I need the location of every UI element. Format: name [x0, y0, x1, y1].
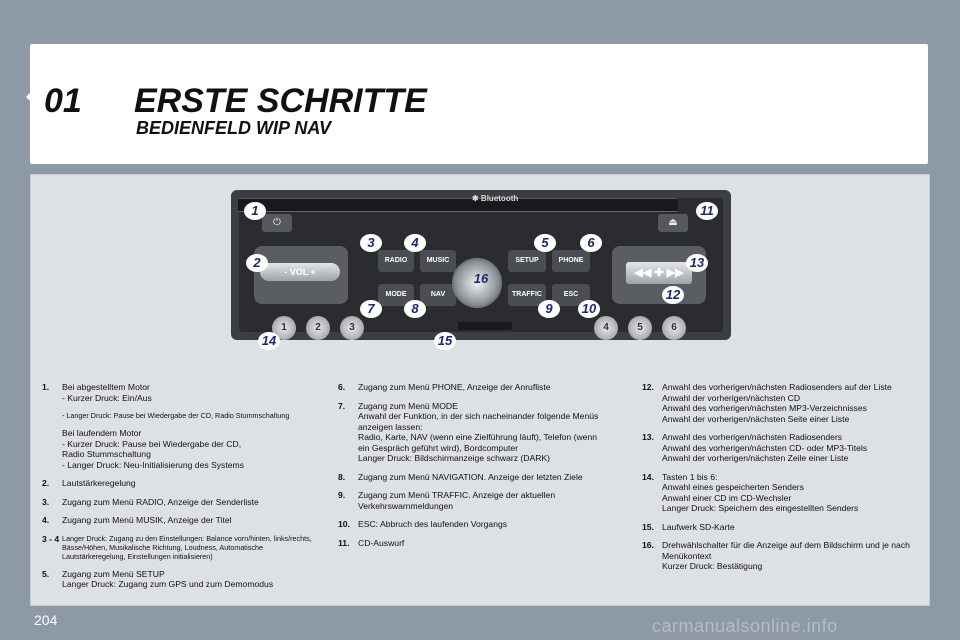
- legend-item: [642, 432, 922, 464]
- legend-item-number: 2.: [42, 478, 50, 488]
- legend-item-text: Zugang zum Menü MUSIK, Anzeige der Titel: [62, 515, 232, 525]
- legend-item-text: Drehwählschalter für die Anzeige auf dem Bildschirm und je nach Menükontext Kurzer Druck: Bestätigung: [662, 540, 910, 571]
- volume-control: - VOL +: [260, 263, 340, 281]
- callout-14: 14: [258, 332, 280, 350]
- callout-12: 12: [662, 286, 684, 304]
- legend-item-number: 9.: [338, 490, 346, 500]
- legend-item-number: 8.: [338, 471, 346, 482]
- power-button: ⏻: [262, 214, 292, 232]
- preset-button-6: 6: [662, 316, 686, 340]
- cd-slot: [238, 198, 678, 212]
- legend-item-number: 16.: [642, 540, 654, 550]
- watermark: carmanualsonline.info: [652, 616, 838, 636]
- legend-item-text: Langer Druck: Zugang zu den Einstellungen: Balance vorn/hinten, links/rechts, Bässe/Höhen, Musikalische Richtung, Loudness, Automatische Lautstärkeregelung, Einstellungen initialisieren): [62, 533, 312, 561]
- legend-item-text: Bei laufendem Motor - Kurzer Druck: Pause bei Wiedergabe der CD, Radio Stummschaltung - Langer Druck: Neu-Initialisierung des Systems: [62, 428, 244, 470]
- preset-button-4: 4: [594, 316, 618, 340]
- legend-item-text: Bei abgestelltem Motor - Kurzer Druck: Ein/Aus: [62, 382, 152, 403]
- legend-item: [42, 497, 324, 508]
- callout-2: 2: [246, 254, 268, 272]
- legend-item-number: 5.: [42, 568, 50, 579]
- legend-item: [338, 490, 610, 511]
- callout-1: 1: [244, 202, 266, 220]
- legend-column-3: [642, 382, 922, 580]
- legend-column-2: [338, 382, 610, 556]
- legend-item: [642, 522, 922, 533]
- music-button: MUSIC: [420, 250, 456, 272]
- callout-9: 9: [538, 300, 560, 318]
- legend-item-text: - Langer Druck: Pause bei Wiedergabe der CD, Radio Stummschaltung: [62, 411, 290, 420]
- radio-button: RADIO: [378, 250, 414, 272]
- legend-item-text: Anwahl des vorherigen/nächsten Radiosenders Anwahl des vorherigen/nächsten CD- oder MP3-Titels Anwahl der vorherigen/nächsten Zeile einer Liste: [662, 432, 868, 463]
- legend-item: [338, 472, 610, 483]
- legend-item-text: Zugang zum Menü MODE Anwahl der Funktion, in der sich nacheinander folgende Menüs anzeigen lassen: Radio, Karte, NAV (wenn eine Zielführung läuft), Telefon (wenn ein Gespräch geführt wird), Bordcomputer Langer Druck: Bildschirmanzeige schwarz (DARK): [358, 400, 599, 463]
- legend-item: [642, 382, 922, 424]
- callout-7: 7: [360, 300, 382, 318]
- legend-column-1: [42, 382, 324, 598]
- legend-item-text: CD-Auswurf: [358, 537, 405, 548]
- legend-item: [42, 382, 324, 403]
- phone-button: PHONE: [552, 250, 590, 272]
- preset-button-1: 1: [272, 316, 296, 340]
- callout-6: 6: [580, 234, 602, 252]
- preset-button-5: 5: [628, 316, 652, 340]
- legend-item: [42, 478, 324, 489]
- legend-item-number: [42, 411, 62, 420]
- legend-item: [338, 538, 610, 549]
- legend-item-number: 10.: [338, 519, 350, 529]
- chapter-number: 01: [44, 82, 82, 120]
- chapter-subtitle: BEDIENFELD WIP NAV: [136, 118, 332, 138]
- nav-button: NAV: [420, 284, 456, 306]
- eject-button: ⏏: [658, 214, 688, 232]
- legend-item: [642, 540, 922, 572]
- legend-item-text: Zugang zum Menü RADIO, Anzeige der Senderliste: [62, 496, 259, 507]
- callout-11: 11: [696, 202, 718, 220]
- legend-item: [338, 519, 610, 530]
- legend-item-number: 3 - 4: [42, 533, 60, 544]
- esc-button: ESC: [552, 284, 590, 306]
- callout-15: 15: [434, 332, 456, 350]
- bluetooth-label: ✱ Bluetooth: [472, 194, 519, 203]
- legend-item: [338, 401, 610, 464]
- legend-item-text: Zugang zum Menü SETUP Langer Druck: Zugang zum GPS und zum Demomodus: [62, 568, 274, 589]
- callout-16: 16: [473, 271, 489, 286]
- legend-item-text: Zugang zum Menü TRAFFIC. Anzeige der aktuellen Verkehrswarnmeldungen: [358, 490, 556, 511]
- legend-item-number: 1.: [42, 382, 50, 392]
- legend-item-number: 7.: [338, 400, 346, 411]
- legend-item: [42, 534, 324, 561]
- seek-rocker: ◀◀ ✚ ▶▶: [626, 262, 692, 284]
- callout-13: 13: [686, 254, 708, 272]
- legend-item-number: [42, 428, 62, 470]
- legend-item-number: 12.: [642, 382, 654, 392]
- callout-10: 10: [578, 300, 600, 318]
- page-number: 204: [34, 612, 58, 628]
- legend-item-number: 6.: [338, 382, 346, 392]
- legend-item-number: 3.: [42, 496, 50, 507]
- legend-item-text: ESC: Abbruch des laufenden Vorgangs: [358, 519, 508, 529]
- legend-item-text: Tasten 1 bis 6: Anwahl eines gespeicherten Senders Anwahl einer CD im CD-Wechsler Langer Druck: Speichern des eingestellten Senders: [662, 471, 859, 513]
- legend-item-text: Zugang zum Menü NAVIGATION. Anzeige der letzten Ziele: [358, 471, 583, 482]
- callout-5: 5: [534, 234, 556, 252]
- legend-item-number: 15.: [642, 521, 654, 532]
- legend-item: [338, 382, 610, 393]
- legend-item-number: 4.: [42, 515, 50, 525]
- callout-4: 4: [404, 234, 426, 252]
- legend-item-text: Laufwerk SD-Karte: [662, 521, 735, 532]
- legend-item: [42, 411, 324, 420]
- preset-button-3: 3: [340, 316, 364, 340]
- sd-card-slot: [458, 322, 512, 330]
- preset-button-2: 2: [306, 316, 330, 340]
- legend-item-text: Anwahl des vorherigen/nächsten Radiosenders auf der Liste Anwahl der vorherigen/nächsten CD Anwahl des vorherigen/nächsten MP3-Verzeichnisses Anwahl der vorherigen/nächsten Seite einer Liste: [662, 382, 892, 424]
- traffic-button: TRAFFIC: [508, 284, 546, 306]
- callout-3: 3: [360, 234, 382, 252]
- legend-item-text: Zugang zum Menü PHONE, Anzeige der Anrufliste: [358, 382, 551, 392]
- legend-item: [42, 515, 324, 526]
- mode-button: MODE: [378, 284, 414, 306]
- legend-item-number: 11.: [338, 537, 350, 548]
- chapter-title: ERSTE SCHRITTE: [134, 82, 427, 120]
- legend-item-number: 14.: [642, 471, 654, 482]
- legend-item-text: Lautstärkeregelung: [62, 478, 136, 488]
- callout-8: 8: [404, 300, 426, 318]
- legend-item: [42, 428, 324, 470]
- setup-button: SETUP: [508, 250, 546, 272]
- legend-item: [642, 472, 922, 514]
- legend-item-number: 13.: [642, 432, 654, 442]
- legend-item: [42, 569, 324, 590]
